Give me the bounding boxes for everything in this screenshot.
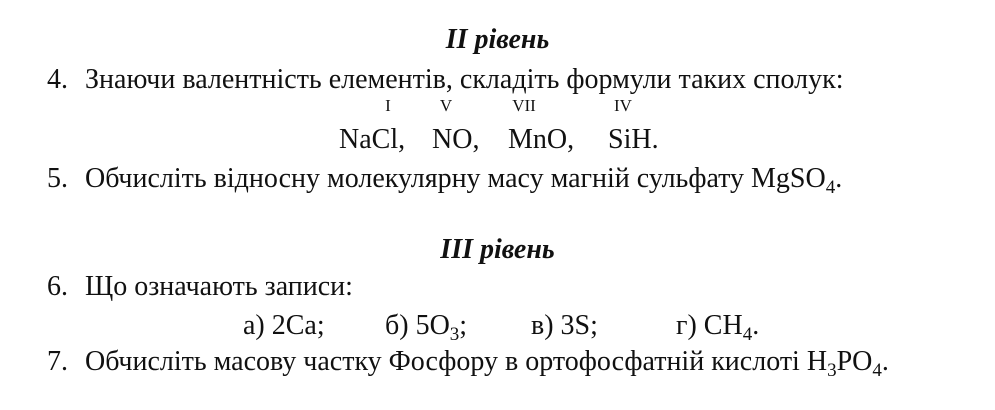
formula: NaCl, <box>339 124 406 155</box>
task-7 <box>47 348 889 380</box>
task-text: Обчисліть масову частку Фосфору в ортофосфатній кислоті H <box>85 346 828 377</box>
task-tail: . <box>835 163 843 194</box>
valence-label: V <box>439 96 453 115</box>
formula: SiH. <box>608 124 659 155</box>
subscript: 4 <box>825 177 836 198</box>
valence-label: IV <box>614 96 632 115</box>
option-c: в) 3S; <box>531 310 598 341</box>
task-text: Знаючи валентність елементів, складіть формули таких сполук: <box>85 64 844 95</box>
task-number: 4. <box>47 64 68 95</box>
option-d: г) $CH_4$. <box>676 310 760 345</box>
task-text: Обчисліть відносну молекулярну масу магній сульфату MgSO <box>85 163 826 194</box>
formula: NO, <box>432 124 480 155</box>
task-number: 5. <box>47 163 68 194</box>
option-b: б) $5O_3$; <box>385 310 468 345</box>
subscript: 3 <box>827 360 837 381</box>
level-2-heading: II рівень <box>445 24 550 55</box>
task-number: 7. <box>47 346 68 377</box>
valence-label: VII <box>512 96 536 115</box>
formula-part: PO <box>836 346 873 377</box>
subscript: 4 <box>872 360 882 381</box>
task-6 <box>47 273 353 301</box>
valence-label: I <box>385 96 391 115</box>
task-number: 6. <box>47 271 68 302</box>
task-text: Що означають записи: <box>85 271 353 302</box>
formula: MnO, <box>508 124 575 155</box>
task-4 <box>47 66 844 94</box>
task-tail: . <box>881 346 889 377</box>
task-5 <box>47 165 842 197</box>
level-3-heading: III рівень <box>440 234 555 265</box>
option-a: а) 2Ca; <box>243 310 325 341</box>
